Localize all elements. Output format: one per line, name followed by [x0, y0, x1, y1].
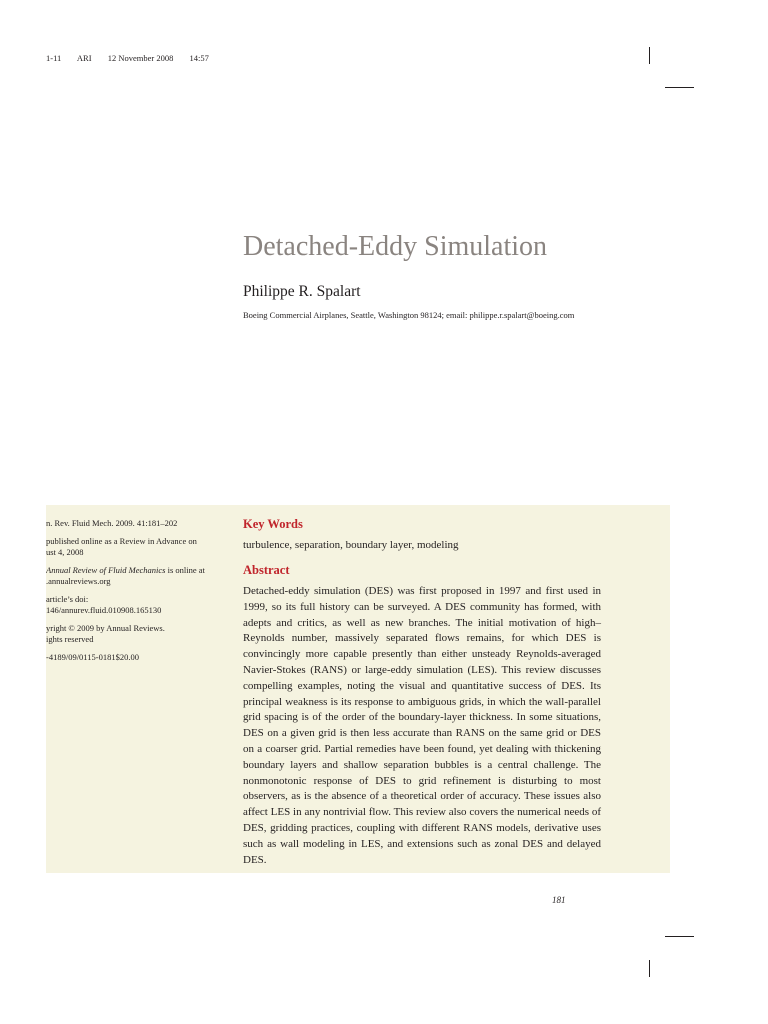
crop-mark-bottom-horizontal	[665, 936, 694, 937]
crop-mark-top-vertical	[649, 47, 650, 64]
author-affiliation: Boeing Commercial Airplanes, Seattle, Washington 98124; email: philippe.r.spalart@boeing.com	[243, 310, 575, 320]
citation: n. Rev. Fluid Mech. 2009. 41:181–202	[46, 518, 178, 528]
first-published: published online as a Review in Advance on ust 4, 2008	[46, 535, 197, 557]
author-name: Philippe R. Spalart	[243, 283, 361, 300]
header-journal-code: ARI	[76, 53, 92, 63]
abstract-heading: Abstract	[243, 563, 290, 577]
keywords-heading: Key Words	[243, 517, 303, 531]
running-header	[46, 53, 223, 63]
header-pages: 1-11	[46, 53, 62, 63]
doi[interactable]: 146/annurev.fluid.010908.165130	[46, 605, 162, 615]
online-availability: Annual Review of Fluid Mechanics is online at .annualreviews.org	[46, 564, 205, 586]
crop-mark-top-horizontal	[665, 87, 694, 88]
journal-name: Annual Review of Fluid Mechanics	[46, 564, 166, 575]
issn: -4189/09/0115-0181$20.00	[46, 651, 139, 662]
page-number: 181	[552, 895, 566, 905]
article-title: Detached-Eddy Simulation	[243, 231, 548, 262]
header-date: 12 November 2008	[107, 53, 174, 63]
header-time: 14:57	[189, 53, 209, 63]
abstract-text: Detached-eddy simulation (DES) was first proposed in 1997 and first used in 1999, so its full history can be surveyed. A DES community has formed, with adepts and critics, as well as new branches. The initial motivation of high–Reynolds number, massively separated flows remains, for which DES is convincingly more capable presently than either unsteady Reynolds-averaged Navier-Stokes (RANS) or large-eddy simulation (LES). This review discusses compelling examples, noting the visual and quantitative success of DES. Its principal weakness is its response to ambiguous grids, in which the wall-parallel grid spacing is of the order of the boundary-layer thickness. In some situations, DES on a given grid is then less accurate than RANS on the same grid or DES on a coarser grid. Partial remedies have been found, yet dealing with thickening boundary layers and shallow separation bubbles is a central challenge. The nonmonotonic response of DES to grid refinement is disturbing to most observers, as is the absence of a theoretical order of accuracy. These issues also affect LES in any nontrivial flow. This review also covers the numerical needs of DES, gridding practices, coupling with different RANS models, derivative uses such as wall modeling in LES, and extensions such as zonal DES and delayed DES.	[243, 585, 601, 866]
crop-mark-bottom-vertical	[649, 960, 650, 977]
keywords-text: turbulence, separation, boundary layer, modeling	[243, 539, 459, 551]
publication-sidebar	[46, 518, 224, 669]
doi-block: article’s doi: 146/annurev.fluid.010908.165130	[46, 593, 162, 615]
online-url[interactable]: .annualreviews.org	[46, 576, 111, 586]
copyright: yright © 2009 by Annual Reviews. ights reserved	[46, 622, 165, 644]
